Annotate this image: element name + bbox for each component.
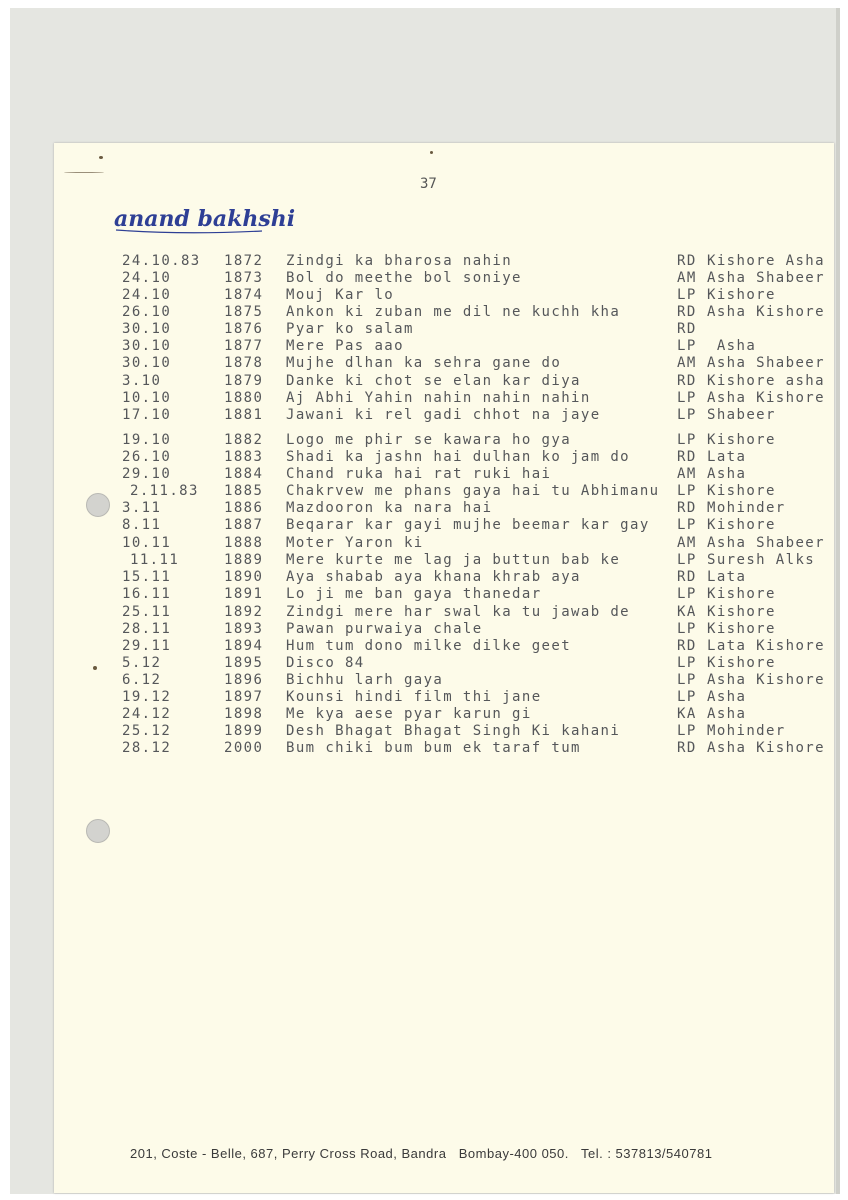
row-date: 17.10 xyxy=(122,407,172,423)
table-row xyxy=(0,552,848,569)
row-music-director: RD xyxy=(677,373,697,389)
row-song-title: Bol do meethe bol soniye xyxy=(286,270,522,286)
table-row xyxy=(0,253,848,270)
row-song-title: Zindgi mere har swal ka tu jawab de xyxy=(286,604,631,620)
handwritten-heading xyxy=(112,204,362,238)
row-singers: Kishore xyxy=(707,621,776,637)
row-date: 28.11 xyxy=(122,621,172,637)
row-number: 2000 xyxy=(224,740,264,756)
row-singers: Asha Kishore xyxy=(707,672,825,688)
row-number: 1898 xyxy=(224,706,264,722)
row-song-title: Logo me phir se kawara ho gya xyxy=(286,432,572,448)
row-music-director: RD xyxy=(677,638,697,654)
row-song-title: Lo ji me ban gaya thanedar xyxy=(286,586,542,602)
table-row xyxy=(0,466,848,483)
table-row xyxy=(0,689,848,706)
row-song-title: Beqarar kar gayi mujhe beemar kar gay xyxy=(286,517,650,533)
row-singers: Lata Kishore xyxy=(707,638,825,654)
row-music-director: RD xyxy=(677,500,697,516)
row-singers: Asha xyxy=(707,466,747,482)
row-song-title: Shadi ka jashn hai dulhan ko jam do xyxy=(286,449,631,465)
row-singers: Lata xyxy=(707,449,747,465)
row-number: 1899 xyxy=(224,723,264,739)
row-music-director: RD xyxy=(677,449,697,465)
row-song-title: Mere kurte me lag ja buttun bab ke xyxy=(286,552,621,568)
row-number: 1893 xyxy=(224,621,264,637)
row-music-director: RD xyxy=(677,569,697,585)
row-date: 30.10 xyxy=(122,355,172,371)
row-song-title: Mujhe dlhan ka sehra gane do xyxy=(286,355,562,371)
row-date: 24.10 xyxy=(122,270,172,286)
row-song-title: Chand ruka hai rat ruki hai xyxy=(286,466,552,482)
row-date: 26.10 xyxy=(122,304,172,320)
row-number: 1873 xyxy=(224,270,264,286)
row-number: 1886 xyxy=(224,500,264,516)
row-date: 30.10 xyxy=(122,338,172,354)
row-music-director: LP xyxy=(677,483,697,499)
row-date: 5.12 xyxy=(122,655,162,671)
row-music-director: KA xyxy=(677,706,697,722)
row-number: 1880 xyxy=(224,390,264,406)
paper-mark xyxy=(64,172,104,173)
row-date: 10.10 xyxy=(122,390,172,406)
paper-speck xyxy=(99,156,103,159)
row-date: 19.12 xyxy=(122,689,172,705)
row-music-director: AM xyxy=(677,466,697,482)
row-song-title: Me kya aese pyar karun gi xyxy=(286,706,532,722)
row-date: 25.12 xyxy=(122,723,172,739)
table-row xyxy=(0,655,848,672)
row-music-director: LP xyxy=(677,287,697,303)
row-singers: Asha Shabeer xyxy=(707,535,825,551)
table-row xyxy=(0,432,848,449)
row-song-title: Chakrvew me phans gaya hai tu Abhimanu xyxy=(286,483,660,499)
table-row xyxy=(0,723,848,740)
row-song-title: Disco 84 xyxy=(286,655,365,671)
row-singers: Kishore asha xyxy=(707,373,825,389)
heading-text: anand bakhshi xyxy=(114,206,296,232)
row-music-director: AM xyxy=(677,355,697,371)
row-singers: Asha xyxy=(707,689,747,705)
page-number: 37 xyxy=(420,176,437,192)
table-row xyxy=(0,483,848,500)
row-music-director: LP xyxy=(677,390,697,406)
row-date: 24.10 xyxy=(122,287,172,303)
row-number: 1892 xyxy=(224,604,264,620)
row-singers: Mohinder xyxy=(707,500,786,516)
row-music-director: LP xyxy=(677,621,697,637)
row-song-title: Moter Yaron ki xyxy=(286,535,424,551)
table-row xyxy=(0,500,848,517)
row-song-title: Jawani ki rel gadi chhot na jaye xyxy=(286,407,601,423)
row-singers: Asha Shabeer xyxy=(707,270,825,286)
table-row xyxy=(0,304,848,321)
row-music-director: LP xyxy=(677,655,697,671)
row-number: 1877 xyxy=(224,338,264,354)
punch-hole-icon xyxy=(86,819,110,843)
row-song-title: Mere Pas aao xyxy=(286,338,404,354)
row-date: 3.11 xyxy=(122,500,162,516)
row-music-director: LP xyxy=(677,689,697,705)
row-number: 1890 xyxy=(224,569,264,585)
table-row xyxy=(0,638,848,655)
row-date: 6.12 xyxy=(122,672,162,688)
row-song-title: Zindgi ka bharosa nahin xyxy=(286,253,513,269)
row-music-director: LP xyxy=(677,432,697,448)
row-date: 29.10 xyxy=(122,466,172,482)
row-date: 30.10 xyxy=(122,321,172,337)
row-number: 1888 xyxy=(224,535,264,551)
table-row xyxy=(0,586,848,603)
row-number: 1881 xyxy=(224,407,264,423)
table-row xyxy=(0,706,848,723)
row-song-title: Bum chiki bum bum ek taraf tum xyxy=(286,740,581,756)
row-music-director: RD xyxy=(677,304,697,320)
table-row xyxy=(0,621,848,638)
row-date: 26.10 xyxy=(122,449,172,465)
row-date: 19.10 xyxy=(122,432,172,448)
row-singers: Asha Kishore xyxy=(707,740,825,756)
row-number: 1883 xyxy=(224,449,264,465)
row-number: 1885 xyxy=(224,483,264,499)
row-music-director: RD xyxy=(677,740,697,756)
row-song-title: Mazdooron ka nara hai xyxy=(286,500,493,516)
row-singers: Kishore Asha xyxy=(707,253,825,269)
row-number: 1872 xyxy=(224,253,264,269)
row-number: 1882 xyxy=(224,432,264,448)
row-date: 16.11 xyxy=(122,586,172,602)
row-date: 28.12 xyxy=(122,740,172,756)
row-number: 1876 xyxy=(224,321,264,337)
row-song-title: Mouj Kar lo xyxy=(286,287,395,303)
row-music-director: KA xyxy=(677,604,697,620)
row-music-director: LP xyxy=(677,672,697,688)
row-number: 1889 xyxy=(224,552,264,568)
table-row xyxy=(0,535,848,552)
row-date: 10.11 xyxy=(122,535,172,551)
row-singers: Asha Kishore xyxy=(707,390,825,406)
row-singers: Shabeer xyxy=(707,407,776,423)
row-singers: Kishore xyxy=(707,432,776,448)
table-row xyxy=(0,449,848,466)
row-singers: Suresh Alks xyxy=(707,552,816,568)
row-number: 1895 xyxy=(224,655,264,671)
table-row xyxy=(0,321,848,338)
row-singers: Mohinder xyxy=(707,723,786,739)
row-date: 25.11 xyxy=(122,604,172,620)
row-date: 3.10 xyxy=(122,373,162,389)
row-singers: Lata xyxy=(707,569,747,585)
row-number: 1884 xyxy=(224,466,264,482)
row-date: 24.10.83 xyxy=(122,253,201,269)
table-row xyxy=(0,270,848,287)
row-singers: Kishore xyxy=(707,655,776,671)
row-number: 1897 xyxy=(224,689,264,705)
paper-speck xyxy=(430,151,433,154)
row-date: 2.11.83 xyxy=(130,483,199,499)
row-number: 1891 xyxy=(224,586,264,602)
row-music-director: LP xyxy=(677,586,697,602)
row-singers: Kishore xyxy=(707,287,776,303)
row-song-title: Desh Bhagat Bhagat Singh Ki kahani xyxy=(286,723,621,739)
table-row xyxy=(0,407,848,424)
table-row xyxy=(0,355,848,372)
row-date: 29.11 xyxy=(122,638,172,654)
row-number: 1875 xyxy=(224,304,264,320)
row-number: 1874 xyxy=(224,287,264,303)
row-number: 1896 xyxy=(224,672,264,688)
row-singers: Kishore xyxy=(707,517,776,533)
row-date: 11.11 xyxy=(130,552,180,568)
row-music-director: LP xyxy=(677,517,697,533)
row-date: 15.11 xyxy=(122,569,172,585)
table-row xyxy=(0,517,848,534)
table-row xyxy=(0,604,848,621)
row-singers: Asha xyxy=(707,706,747,722)
row-song-title: Bichhu larh gaya xyxy=(286,672,444,688)
row-number: 1878 xyxy=(224,355,264,371)
row-singers: Kishore xyxy=(707,586,776,602)
row-song-title: Kounsi hindi film thi jane xyxy=(286,689,542,705)
row-song-title: Pyar ko salam xyxy=(286,321,414,337)
row-music-director: LP xyxy=(677,407,697,423)
table-row xyxy=(0,672,848,689)
row-date: 24.12 xyxy=(122,706,172,722)
table-row xyxy=(0,373,848,390)
table-row xyxy=(0,569,848,586)
row-date: 8.11 xyxy=(122,517,162,533)
row-song-title: Aj Abhi Yahin nahin nahin nahin xyxy=(286,390,591,406)
row-music-director: AM xyxy=(677,270,697,286)
row-singers: Asha xyxy=(707,338,757,354)
row-number: 1879 xyxy=(224,373,264,389)
table-row xyxy=(0,338,848,355)
row-singers: Asha Shabeer xyxy=(707,355,825,371)
row-song-title: Ankon ki zuban me dil ne kuchh kha xyxy=(286,304,621,320)
table-row xyxy=(0,390,848,407)
row-song-title: Hum tum dono milke dilke geet xyxy=(286,638,572,654)
table-row xyxy=(0,740,848,757)
row-singers: Kishore xyxy=(707,604,776,620)
row-music-director: LP xyxy=(677,338,697,354)
row-song-title: Aya shabab aya khana khrab aya xyxy=(286,569,581,585)
row-music-director: AM xyxy=(677,535,697,551)
row-music-director: RD xyxy=(677,321,697,337)
row-song-title: Danke ki chot se elan kar diya xyxy=(286,373,581,389)
row-music-director: LP xyxy=(677,723,697,739)
row-number: 1894 xyxy=(224,638,264,654)
table-row xyxy=(0,287,848,304)
row-music-director: RD xyxy=(677,253,697,269)
row-song-title: Pawan purwaiya chale xyxy=(286,621,483,637)
row-singers: Kishore xyxy=(707,483,776,499)
row-singers: Asha Kishore xyxy=(707,304,825,320)
row-music-director: LP xyxy=(677,552,697,568)
letterhead-footer: 201, Coste - Belle, 687, Perry Cross Road, Bandra Bombay-400 050. Tel. : 537813/540781 xyxy=(130,1146,713,1161)
row-number: 1887 xyxy=(224,517,264,533)
